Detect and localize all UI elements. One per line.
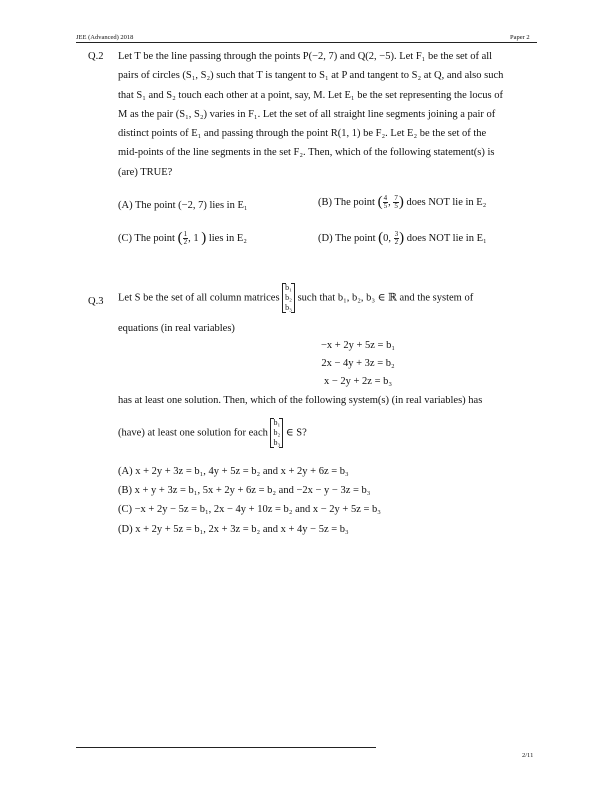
fraction: $\frac{3}{2}$ (394, 230, 399, 246)
q3-line1-prefix: Let S be the set of all column matrices (118, 292, 280, 304)
q3-line4-suffix: ∈ S? (285, 427, 307, 439)
q2-line: mid-points of the line segments in the set F₂. Then, which of the following statement(s) is (118, 147, 495, 159)
column-matrix: b₁ b₂ b₃ (270, 418, 283, 448)
q2-line: Let T be the line passing through the points P(−2, 7) and Q(2, −5). Let F₁ be the set of all (118, 51, 493, 62)
q3-line1 (118, 283, 473, 313)
q3-line1-suffix: such that b₁, b₂, b₃ ∈ ℝ and the system of (297, 292, 474, 304)
header-paper-label: Paper 2 (510, 34, 530, 41)
header-exam-title: JEE (Advanced) 2018 (76, 34, 134, 41)
q3-line4-prefix: (have) at least one solution for each (118, 427, 268, 439)
question-number-q3: Q.3 (88, 296, 104, 307)
q2-option-d-suffix: does NOT lie in E₁ (406, 232, 487, 244)
equation: x − 2y + 2z = b₃ (323, 376, 393, 387)
q3-option-a: (A) x + 2y + 3z = b₁, 4y + 5z = b₂ and x + 2y + 6z = b₃ (118, 466, 349, 477)
q2-option-d: (D) The point (0, $\frac{3}{2}$ ) does NOT lie in E₁ (318, 230, 487, 246)
q2-option-c-prefix: (C) The point (118, 232, 175, 244)
q3-line2: equations (in real variables) (118, 323, 235, 334)
q2-line: distinct points of E₁ and passing through the point R(1, 1) be F₂. Let E₂ be the set of the (118, 128, 487, 140)
q2-option-c-suffix: lies in E₂ (208, 232, 247, 244)
q3-option-c: (C) −x + 2y − 5z = b₁, 2x − 4y + 10z = b₂ and x − 2y + 5z = b₃ (118, 504, 381, 515)
fraction: $\frac{4}{5}$ (383, 194, 388, 210)
q2-option-c: (C) The point ( $\frac{1}{2}$ , 1 ) lies in E₂ (118, 230, 247, 246)
q3-line3: has at least one solution. Then, which of the following system(s) (in real variables) has (118, 395, 483, 406)
fraction: $\frac{7}{5}$ (394, 194, 398, 210)
equation: 2x − 4y + 3z = b₂ (321, 358, 395, 369)
q2-line: pairs of circles (S₁, S₂) such that T is tangent to S₁ at P and tangent to S₂ at Q, and also such (118, 70, 504, 82)
q3-option-d: (D) x + 2y + 5z = b₁, 2x + 3z = b₂ and x + 4y − 5z = b₃ (118, 524, 349, 535)
question-number-q2: Q.2 (88, 51, 104, 62)
question-text-q2 (118, 47, 534, 182)
q2-option-d-prefix: (D) The point (318, 232, 376, 244)
footer-rule (76, 747, 376, 748)
q2-option-b-prefix: (B) The point (318, 196, 375, 208)
q3-line4 (118, 418, 307, 448)
column-matrix: b₁ b₂ b₃ (282, 283, 295, 313)
fraction: $\frac{1}{2}$ (183, 230, 188, 246)
page-number: 2/11 (522, 752, 534, 759)
equation: −x + 2y + 5z = b₁ (320, 340, 395, 351)
q2-option-b: (B) The point ( $\frac{4}{5}$ , $\frac{7}{5}$ ) does NOT lie in E₂ (318, 194, 487, 210)
q2-option-b-suffix: does NOT lie in E₂ (406, 196, 487, 208)
q2-line: that S₁ and S₂ touch each other at a point, say, M. Let E₁ be the set representing the locus of (118, 89, 503, 101)
q2-line: M as the pair (S₁, S₂) varies in F₁. Let the set of all straight line segments joining a pair of (118, 108, 496, 120)
q3-option-b: (B) x + y + 3z = b₁, 5x + 2y + 6z = b₂ and −2x − y − 3z = b₃ (118, 485, 371, 496)
header-rule (76, 42, 537, 43)
q2-option-a: (A) The point (−2, 7) lies in E₁ (118, 200, 248, 211)
q2-line: (are) TRUE? (118, 166, 173, 178)
